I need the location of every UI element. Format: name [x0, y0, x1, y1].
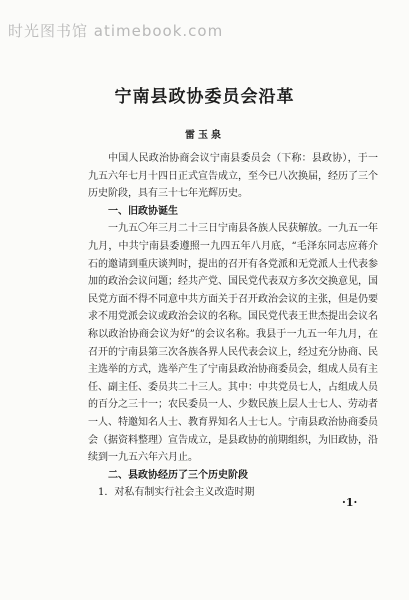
watermark: 时光图书馆 atimebook.com [8, 22, 224, 40]
intro-paragraph: 中国人民政治协商会议宁南县委员会（下称：县政协），于一九五六年七月十四日正式宣告成立，至今已八次换届，经历了三个历史阶段，具有三十七年光辉历史。 [88, 153, 378, 200]
section-heading-1: 一、旧政协诞生 [108, 205, 178, 217]
author-name: 雷玉泉 [185, 130, 224, 141]
section-1-paragraph: 一九五〇年三月二十三日宁南县各族人民获解放。一九五一年九月，中共宁南县委遵照一九四五年八月底，“毛泽东同志应蒋介石的邀请到重庆谈判时，提出的召开有各党派和无党派人士代表参加的政治会议问题；经共产党、国民党代表双方多次交换意见，国民党方面不得不同意中共方面关于召开政治会议的主张，但是仍要求不用党派会议或政治会议的名称。国民党代表王世杰提出会议名称以政治协商会议为好”的会议名称。我县于一九五一年九月，在召开的宁南县第三次各族各界人民代表会议上，经过充分协商、民主选举的方式，选举产生了宁南县政治协商委员会，组成人员有主任、副主任、委员共二十三人。其中：中共党员七人，占组成人员的百分之三十一；农民委员一人、少数民族上层人士七人、劳动者一人、特邀知名人士、教育界知名人士七人。宁南县政治协商委员会（据资料整理）宣告成立，是县政协的前期组织，为旧政协，沿续到一九五六年六月止。 [88, 223, 378, 464]
page-number: ·1· [342, 496, 358, 509]
page-title: 宁南县政协委员会沿革 [114, 87, 295, 107]
article-body [88, 150, 378, 502]
section-heading-2: 二、县政协经历了三个历史阶段 [108, 469, 248, 481]
list-item-1: 1．对私有制实行社会主义改造时期 [98, 487, 255, 499]
